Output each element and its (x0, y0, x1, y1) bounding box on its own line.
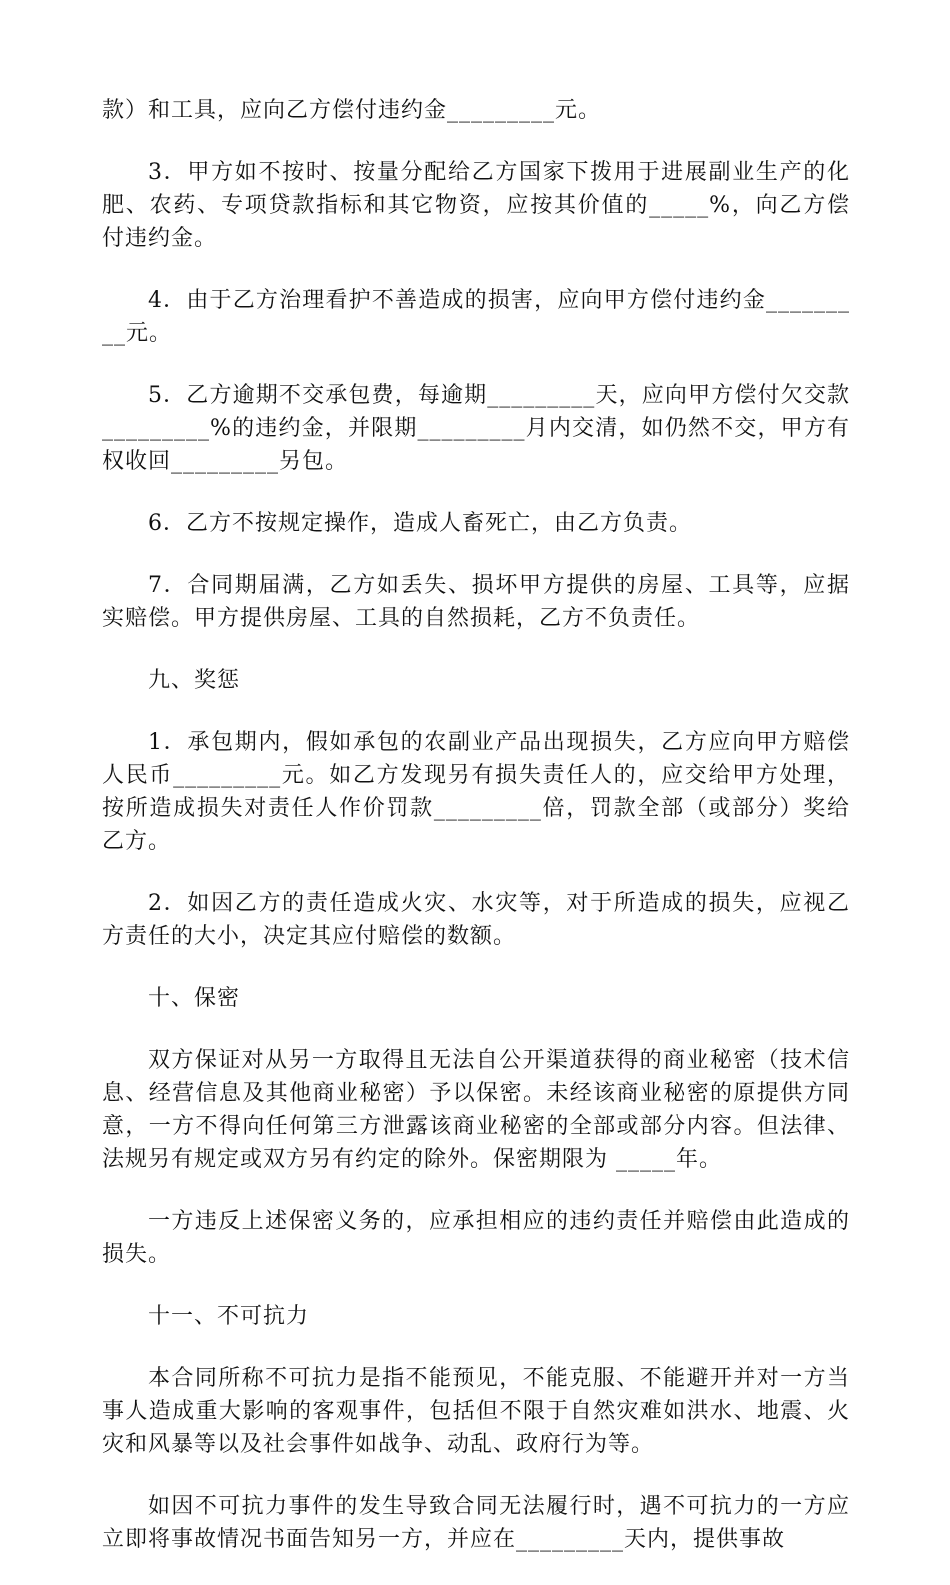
paragraph-force-majeure-1: 本合同所称不可抗力是指不能预见，不能克服、不能避开并对一方当事人造成重大影响的客观事件，包括但不限于自然灾难如洪水、地震、火灾和风暴等以及社会事件如战争、动乱、政府行为等。 (102, 1366, 850, 1457)
paragraph-force-majeure-2: 如因不可抗力事件的发生导致合同无法履行时，遇不可抗力的一方应立即将事故情况书面告知另一方，并应在_________天内，提供事故 (102, 1494, 850, 1552)
paragraph-clause-7: 7．合同期届满，乙方如丢失、损坏甲方提供的房屋、工具等，应据实赔偿。甲方提供房屋、工具的自然损耗，乙方不负责任。 (102, 573, 850, 631)
paragraph-confidentiality-2: 一方违反上述保密义务的，应承担相应的违约责任并赔偿由此造成的损失。 (102, 1209, 850, 1267)
paragraph-rewards-2: 2．如因乙方的责任造成火灾、水灾等，对于所造成的损失，应视乙方责任的大小，决定其应付赔偿的数额。 (102, 891, 850, 949)
document-body (102, 94, 850, 1585)
paragraph-penalty-tools: 款）和工具，应向乙方偿付违约金_________元。 (102, 98, 602, 123)
paragraph-clause-3: 3．甲方如不按时、按量分配给乙方国家下拨用于进展副业生产的化肥、农药、专项贷款指标和其它物资，应按其价值的_____%，向乙方偿付违约金。 (102, 160, 850, 251)
paragraph-rewards-1: 1．承包期内，假如承包的农副业产品出现损失，乙方应向甲方赔偿人民币_________元。如乙方发现另有损失责任人的，应交给甲方处理，按所造成损失对责任人作价罚款_________倍，罚款全部（或部分）奖给乙方。 (102, 730, 850, 854)
paragraph-clause-6: 6．乙方不按规定操作，造成人畜死亡，由乙方负责。 (148, 511, 692, 536)
section-heading-confidentiality: 十、保密 (148, 986, 241, 1011)
section-heading-force-majeure: 十一、不可抗力 (148, 1304, 310, 1329)
paragraph-clause-5: 5．乙方逾期不交承包费，每逾期_________天，应向甲方偿付欠交款_________%的违约金，并限期_________月内交清，如仍然不交，甲方有权收回_________另包。 (102, 383, 850, 474)
section-heading-rewards-penalties: 九、奖惩 (148, 668, 241, 693)
paragraph-confidentiality-1: 双方保证对从另一方取得且无法自公开渠道获得的商业秘密（技术信息、经营信息及其他商业秘密）予以保密。未经该商业秘密的原提供方同意，一方不得向任何第三方泄露该商业秘密的全部或部分内容。但法律、法规另有规定或双方另有约定的除外。保密期限为 _____年。 (102, 1048, 850, 1172)
paragraph-clause-4: 4．由于乙方治理看护不善造成的损害，应向甲方偿付违约金_________元。 (102, 288, 850, 346)
